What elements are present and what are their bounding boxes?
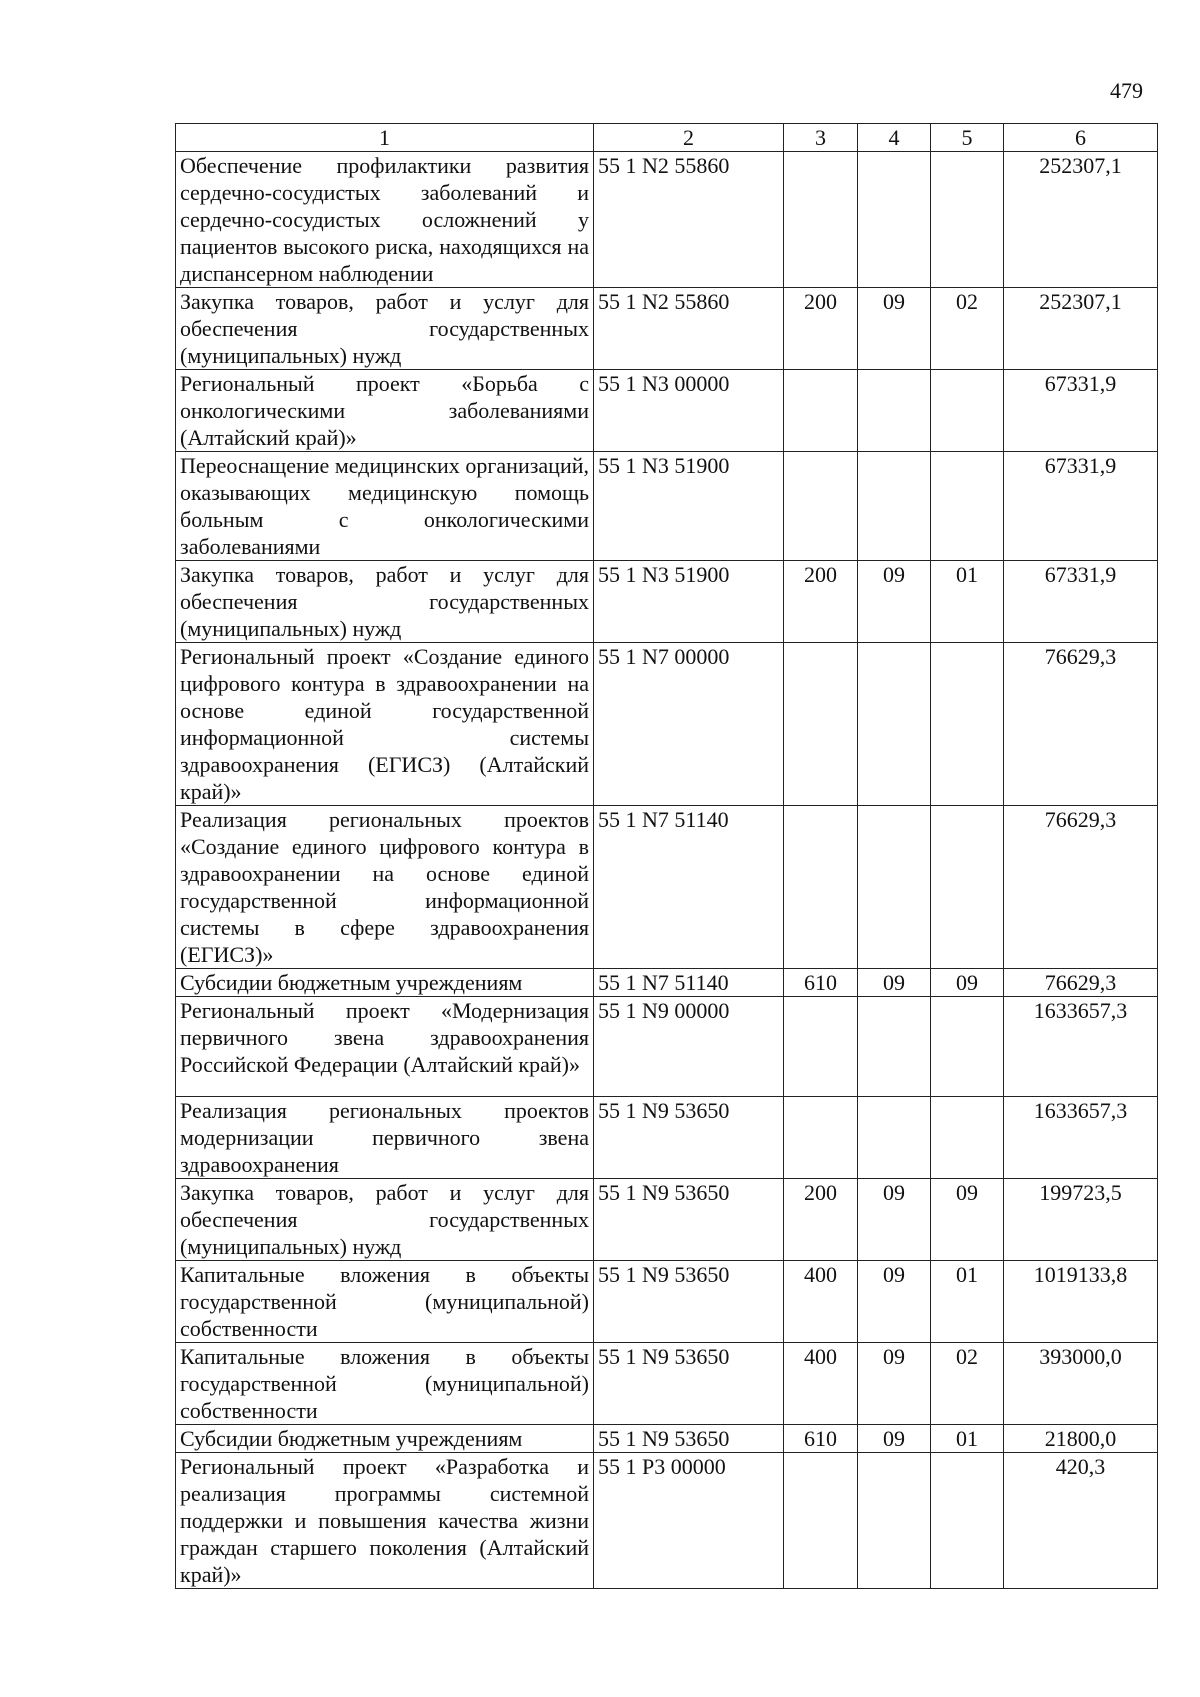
row-code: 55 1 P3 00000 [594, 1453, 784, 1589]
row-col-3: 610 [784, 1425, 858, 1453]
budget-table-body [176, 124, 1158, 1589]
table-row [176, 370, 1158, 452]
row-sum: 252307,1 [1004, 152, 1158, 288]
row-col-5 [931, 452, 1004, 561]
row-col-4: 09 [858, 1425, 931, 1453]
row-col-4 [858, 452, 931, 561]
row-sum: 393000,0 [1004, 1343, 1158, 1425]
row-col-3 [784, 1097, 858, 1179]
row-col-3 [784, 1453, 858, 1589]
row-code: 55 1 N3 51900 [594, 561, 784, 643]
row-col-3: 200 [784, 1179, 858, 1261]
row-col-3 [784, 370, 858, 452]
row-name: Реализация региональных проектов «Создание единого цифрового контура в здравоохранении на основе единой государственной информационной системы в сфере здравоохранения (ЕГИСЗ)» [176, 806, 594, 969]
row-name: Закупка товаров, работ и услуг для обеспечения государственных (муниципальных) нужд [176, 561, 594, 643]
row-col-4 [858, 997, 931, 1097]
row-col-4: 09 [858, 288, 931, 370]
row-col-5: 01 [931, 561, 1004, 643]
row-name: Региональный проект «Борьба с онкологическими заболеваниями (Алтайский край)» [176, 370, 594, 452]
row-code: 55 1 N3 51900 [594, 452, 784, 561]
row-name: Закупка товаров, работ и услуг для обеспечения государственных (муниципальных) нужд [176, 1179, 594, 1261]
row-name: Региональный проект «Разработка и реализация программы системной поддержки и повышения качества жизни граждан старшего поколения (Алтайский край)» [176, 1453, 594, 1589]
table-row [176, 452, 1158, 561]
header-col-6: 6 [1004, 124, 1158, 152]
row-col-4 [858, 643, 931, 806]
row-code: 55 1 N9 00000 [594, 997, 784, 1097]
row-col-5 [931, 643, 1004, 806]
row-sum: 1019133,8 [1004, 1261, 1158, 1343]
table-row [176, 1261, 1158, 1343]
row-code: 55 1 N2 55860 [594, 288, 784, 370]
row-col-3 [784, 643, 858, 806]
table-row [176, 1097, 1158, 1179]
row-name: Закупка товаров, работ и услуг для обеспечения государственных (муниципальных) нужд [176, 288, 594, 370]
row-col-4: 09 [858, 1343, 931, 1425]
row-sum: 67331,9 [1004, 561, 1158, 643]
table-row [176, 643, 1158, 806]
row-name: Обеспечение профилактики развития сердечно-сосудистых заболеваний и сердечно-сосудистых осложнений у пациентов высокого риска, находящихся на диспансерном наблюдении [176, 152, 594, 288]
row-col-3: 200 [784, 288, 858, 370]
row-col-4 [858, 1097, 931, 1179]
row-sum: 76629,3 [1004, 806, 1158, 969]
row-col-5: 02 [931, 1343, 1004, 1425]
row-col-5: 01 [931, 1425, 1004, 1453]
row-code: 55 1 N9 53650 [594, 1343, 784, 1425]
row-code: 55 1 N7 51140 [594, 806, 784, 969]
row-col-5: 09 [931, 969, 1004, 997]
row-col-4 [858, 370, 931, 452]
header-col-1: 1 [176, 124, 594, 152]
row-name: Субсидии бюджетным учреждениям [176, 1425, 594, 1453]
table-row [176, 1179, 1158, 1261]
row-sum: 199723,5 [1004, 1179, 1158, 1261]
row-col-3: 400 [784, 1343, 858, 1425]
table-row [176, 152, 1158, 288]
row-sum: 67331,9 [1004, 370, 1158, 452]
row-name: Переоснащение медицинских организаций, оказывающих медицинскую помощь больным с онкологическими заболеваниями [176, 452, 594, 561]
row-code: 55 1 N9 53650 [594, 1425, 784, 1453]
header-col-3: 3 [784, 124, 858, 152]
row-col-3 [784, 997, 858, 1097]
row-sum: 76629,3 [1004, 643, 1158, 806]
table-row [176, 561, 1158, 643]
row-col-5: 01 [931, 1261, 1004, 1343]
row-col-5 [931, 152, 1004, 288]
table-row [176, 806, 1158, 969]
row-col-5: 09 [931, 1179, 1004, 1261]
table-row [176, 288, 1158, 370]
row-col-5 [931, 1097, 1004, 1179]
row-col-5 [931, 370, 1004, 452]
row-code: 55 1 N9 53650 [594, 1097, 784, 1179]
row-col-3 [784, 452, 858, 561]
row-code: 55 1 N9 53650 [594, 1261, 784, 1343]
table-row [176, 1343, 1158, 1425]
row-sum: 21800,0 [1004, 1425, 1158, 1453]
row-col-3: 200 [784, 561, 858, 643]
row-code: 55 1 N3 00000 [594, 370, 784, 452]
row-col-3 [784, 152, 858, 288]
header-col-2: 2 [594, 124, 784, 152]
row-col-3 [784, 806, 858, 969]
row-sum: 252307,1 [1004, 288, 1158, 370]
header-col-5: 5 [931, 124, 1004, 152]
row-name: Региональный проект «Создание единого цифрового контура в здравоохранении на основе единой государственной информационной системы здравоохранения (ЕГИСЗ) (Алтайский край)» [176, 643, 594, 806]
table-row [176, 969, 1158, 997]
row-col-5 [931, 806, 1004, 969]
row-sum: 1633657,3 [1004, 997, 1158, 1097]
row-name: Региональный проект «Модернизация первичного звена здравоохранения Российской Федерации (Алтайский край)» [176, 997, 594, 1097]
row-col-4: 09 [858, 1179, 931, 1261]
row-col-4 [858, 806, 931, 969]
row-code: 55 1 N2 55860 [594, 152, 784, 288]
table-row [176, 1425, 1158, 1453]
row-col-4: 09 [858, 561, 931, 643]
row-code: 55 1 N9 53650 [594, 1179, 784, 1261]
table-row [176, 997, 1158, 1097]
row-sum: 76629,3 [1004, 969, 1158, 997]
table-row [176, 1453, 1158, 1589]
row-col-5: 02 [931, 288, 1004, 370]
row-col-4 [858, 152, 931, 288]
row-code: 55 1 N7 51140 [594, 969, 784, 997]
row-name: Реализация региональных проектов модернизации первичного звена здравоохранения [176, 1097, 594, 1179]
row-col-4: 09 [858, 1261, 931, 1343]
header-col-4: 4 [858, 124, 931, 152]
row-name: Капитальные вложения в объекты государственной (муниципальной) собственности [176, 1261, 594, 1343]
page-number: 479 [1110, 78, 1143, 103]
row-col-3: 610 [784, 969, 858, 997]
row-col-5 [931, 1453, 1004, 1589]
row-name: Субсидии бюджетным учреждениям [176, 969, 594, 997]
row-col-3: 400 [784, 1261, 858, 1343]
row-col-5 [931, 997, 1004, 1097]
row-sum: 420,3 [1004, 1453, 1158, 1589]
row-code: 55 1 N7 00000 [594, 643, 784, 806]
row-col-4: 09 [858, 969, 931, 997]
row-sum: 67331,9 [1004, 452, 1158, 561]
table-header-row [176, 124, 1158, 152]
row-name: Капитальные вложения в объекты государственной (муниципальной) собственности [176, 1343, 594, 1425]
row-col-4 [858, 1453, 931, 1589]
row-sum: 1633657,3 [1004, 1097, 1158, 1179]
budget-table [175, 123, 1158, 1589]
